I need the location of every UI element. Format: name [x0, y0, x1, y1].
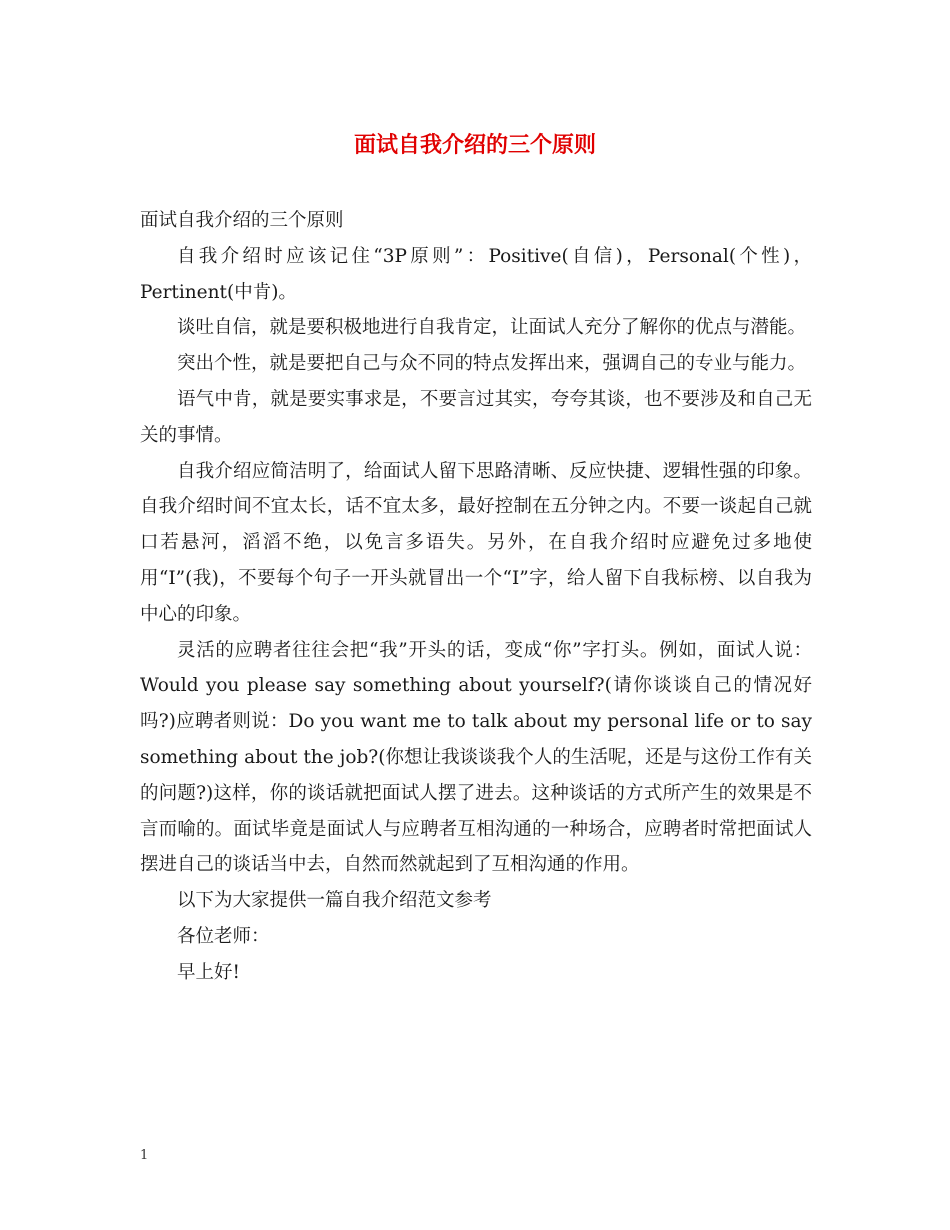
paragraph-confidence: 谈吐自信，就是要积极地进行自我肯定，让面试人充分了解你的优点与潜能。	[177, 317, 807, 339]
document-title: 面试自我介绍的三个原则	[353, 133, 596, 158]
paragraph-pertinent: 语气中肯，就是要实事求是，不要言过其实，夸夸其谈，也不要涉及和自己无关的事情。	[140, 388, 812, 446]
page-number: 1	[140, 1148, 149, 1163]
paragraph-personality: 突出个性，就是要把自己与众不同的特点发挥出来，强调自己的专业与能力。	[177, 353, 807, 375]
paragraph-concise: 自我介绍应简洁明了，给面试人留下思路清晰、反应快捷、逻辑性强的印象。自我介绍时间不宜太长，话不宜太多，最好控制在五分钟之内。不要一谈起自己就口若悬河，滔滔不绝，以免言多语失。另外，在自我介绍时应避免过多地使用“I”(我)，不要每个句子一开头就冒出一个“I”字，给人留下自我标榜、以自我为中心的印象。	[140, 460, 812, 625]
paragraph-heading: 面试自我介绍的三个原则	[140, 210, 344, 231]
paragraph-3p-principle: 自我介绍时应该记住“3P原则”：Positive(自信)，Personal(个性)，Pertinent(中肯)。	[140, 245, 812, 303]
document-body	[140, 203, 812, 991]
paragraph-greeting-teachers: 各位老师：	[177, 925, 270, 947]
paragraph-good-morning: 早上好!	[177, 961, 240, 983]
paragraph-you-first: 灵活的应聘者往往会把“我”开头的话，变成“你”字打头。例如，面试人说：Would you please say something about yourself?(请你谈谈自己的情况好吗?)应聘者则说：Do you want me to talk about my personal life or to say something about the job?(你想让我谈谈我个人的生活呢，还是与这份工作有关的问题?)这样，你的谈话就把面试人摆了进去。这种谈话的方式所产生的效果是不言而喻的。面试毕竟是面试人与应聘者互相沟通的一种场合，应聘者时常把面试人摆进自己的谈话当中去，自然而然就起到了互相沟通的作用。	[140, 639, 812, 876]
paragraph-sample-intro: 以下为大家提供一篇自我介绍范文参考	[177, 890, 492, 912]
